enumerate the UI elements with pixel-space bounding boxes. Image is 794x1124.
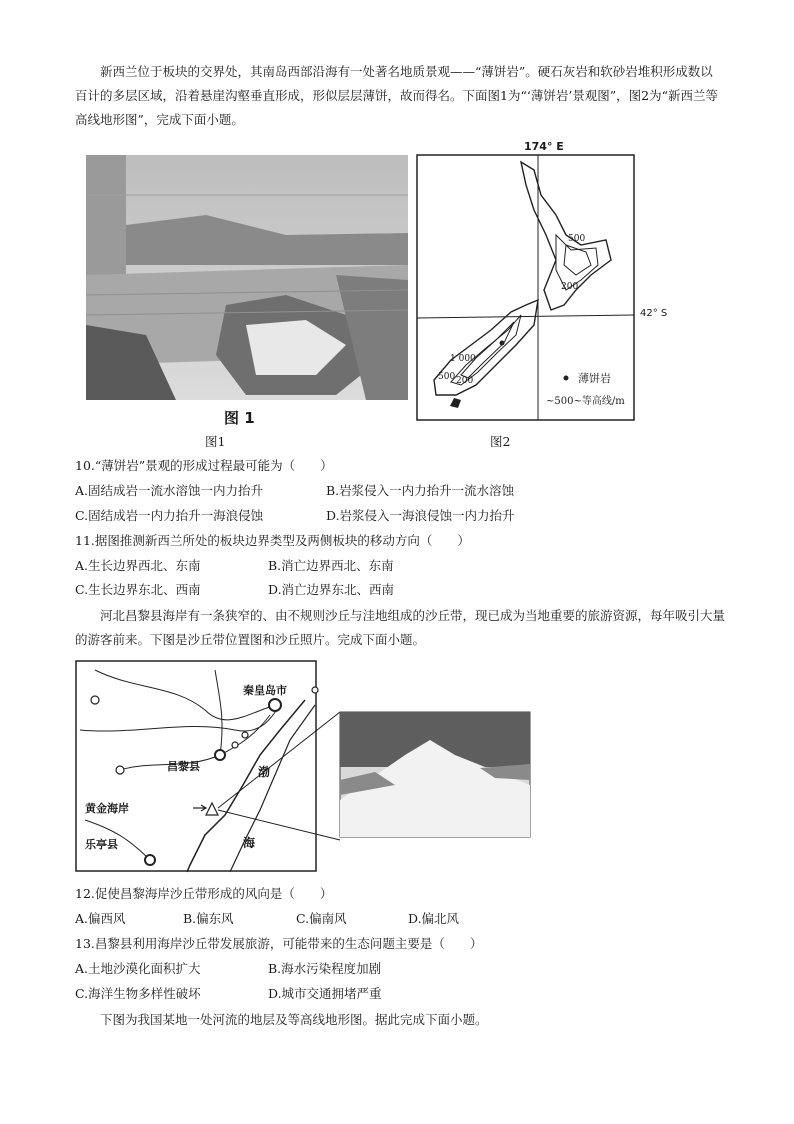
- q10-option-c: C.固结成岩一内力抬升一海浪侵蚀: [75, 508, 264, 523]
- contour-label-1: 500: [568, 234, 586, 244]
- figure-1-inner-label: 图 1: [224, 409, 255, 427]
- q11-option-b: B.消亡边界西北、东南: [268, 558, 394, 573]
- contour-label-2: 200: [561, 282, 579, 292]
- q12-option-a: A.偏西风: [75, 911, 126, 926]
- gold-coast-label: 黄金海岸: [85, 802, 129, 815]
- legend-contour-label: ~500~等高线/m: [546, 396, 625, 407]
- q11-option-a: A.生长边界西北、东南: [75, 558, 201, 573]
- dune-location-map: [75, 660, 535, 875]
- figure-2-caption: 图2: [490, 434, 511, 449]
- figure-1: [86, 155, 408, 425]
- contour-label-5: 200: [456, 376, 474, 386]
- q12-option-c: C.偏南风: [296, 911, 347, 926]
- q13-option-c: C.海洋生物多样性破坏: [75, 986, 201, 1001]
- q11-option-d: D.消亡边界东北、西南: [268, 582, 395, 597]
- city-qinhuangdao: 秦皇岛市: [243, 684, 287, 697]
- passage-3: 下图为我国某地一处河流的地层及等高线地形图。据此完成下面小题。: [100, 1012, 488, 1027]
- county-changli: 昌黎县: [167, 760, 200, 773]
- sea-label-hai: 海: [243, 836, 256, 850]
- q10-option-d: D.岩浆侵入一海浪侵蚀一内力抬升: [326, 508, 515, 523]
- county-laoting: 乐亭县: [85, 838, 118, 851]
- q10-option-b: B.岩浆侵入一内力抬升一流水溶蚀: [326, 483, 515, 498]
- lon-label: 174° E: [524, 140, 564, 153]
- legend-point-label: 薄饼岩: [578, 372, 611, 385]
- pancake-rock-photo: [86, 155, 408, 425]
- passage-1: 新西兰位于板块的交界处，其南岛西部沿海有一处著名地质景观——“薄饼岩”。硬石灰岩和软砂岩堆积形成数以百计的多层区域，沿着悬崖沟壑垂直形成，形似层层薄饼，故而得名。下面图1为“‘薄饼岩’景观图”，图2为“新西兰等高线地形图”，完成下面小题。: [75, 64, 719, 127]
- map-svg: [75, 660, 535, 875]
- q12-option-b: B.偏东风: [183, 911, 234, 926]
- contour-label-3: 1 000: [450, 354, 476, 364]
- q12-stem: 12.促使昌黎海岸沙丘带形成的风向是（ ）: [75, 886, 333, 901]
- sea-label-bo: 渤: [258, 765, 271, 779]
- figure-1-caption: 图1: [205, 434, 226, 449]
- q13-stem: 13.昌黎县利用海岸沙丘带发展旅游，可能带来的生态问题主要是（ ）: [75, 936, 483, 951]
- contour-label-4: 500: [438, 372, 456, 382]
- q11-option-c: C.生长边界东北、西南: [75, 582, 201, 597]
- legend-point-icon: [564, 376, 569, 381]
- q13-option-b: B.海水污染程度加剧: [268, 961, 382, 976]
- q10-option-a: A.固结成岩一流水溶蚀一内力抬升: [75, 483, 264, 498]
- passage-2: 河北昌黎县海岸有一条狭窄的、由不规则沙丘与洼地组成的沙丘带，现已成为当地重要的旅游资源，每年吸引大量的游客前来。下图是沙丘带位置图和沙丘照片。完成下面小题。: [75, 608, 726, 647]
- q13-option-d: D.城市交通拥堵严重: [268, 986, 382, 1001]
- figure-2: [416, 140, 676, 425]
- q13-option-a: A.土地沙漠化面积扩大: [75, 961, 201, 976]
- q11-stem: 11.据图推测新西兰所处的板块边界类型及两侧板块的移动方向（ ）: [75, 533, 470, 548]
- q10-stem: 10.“薄饼岩”景观的形成过程最可能为（ ）: [75, 458, 333, 473]
- nz-contour-map: [416, 140, 676, 425]
- q12-option-d: D.偏北风: [408, 911, 460, 926]
- lat-label: 42° S: [640, 308, 668, 319]
